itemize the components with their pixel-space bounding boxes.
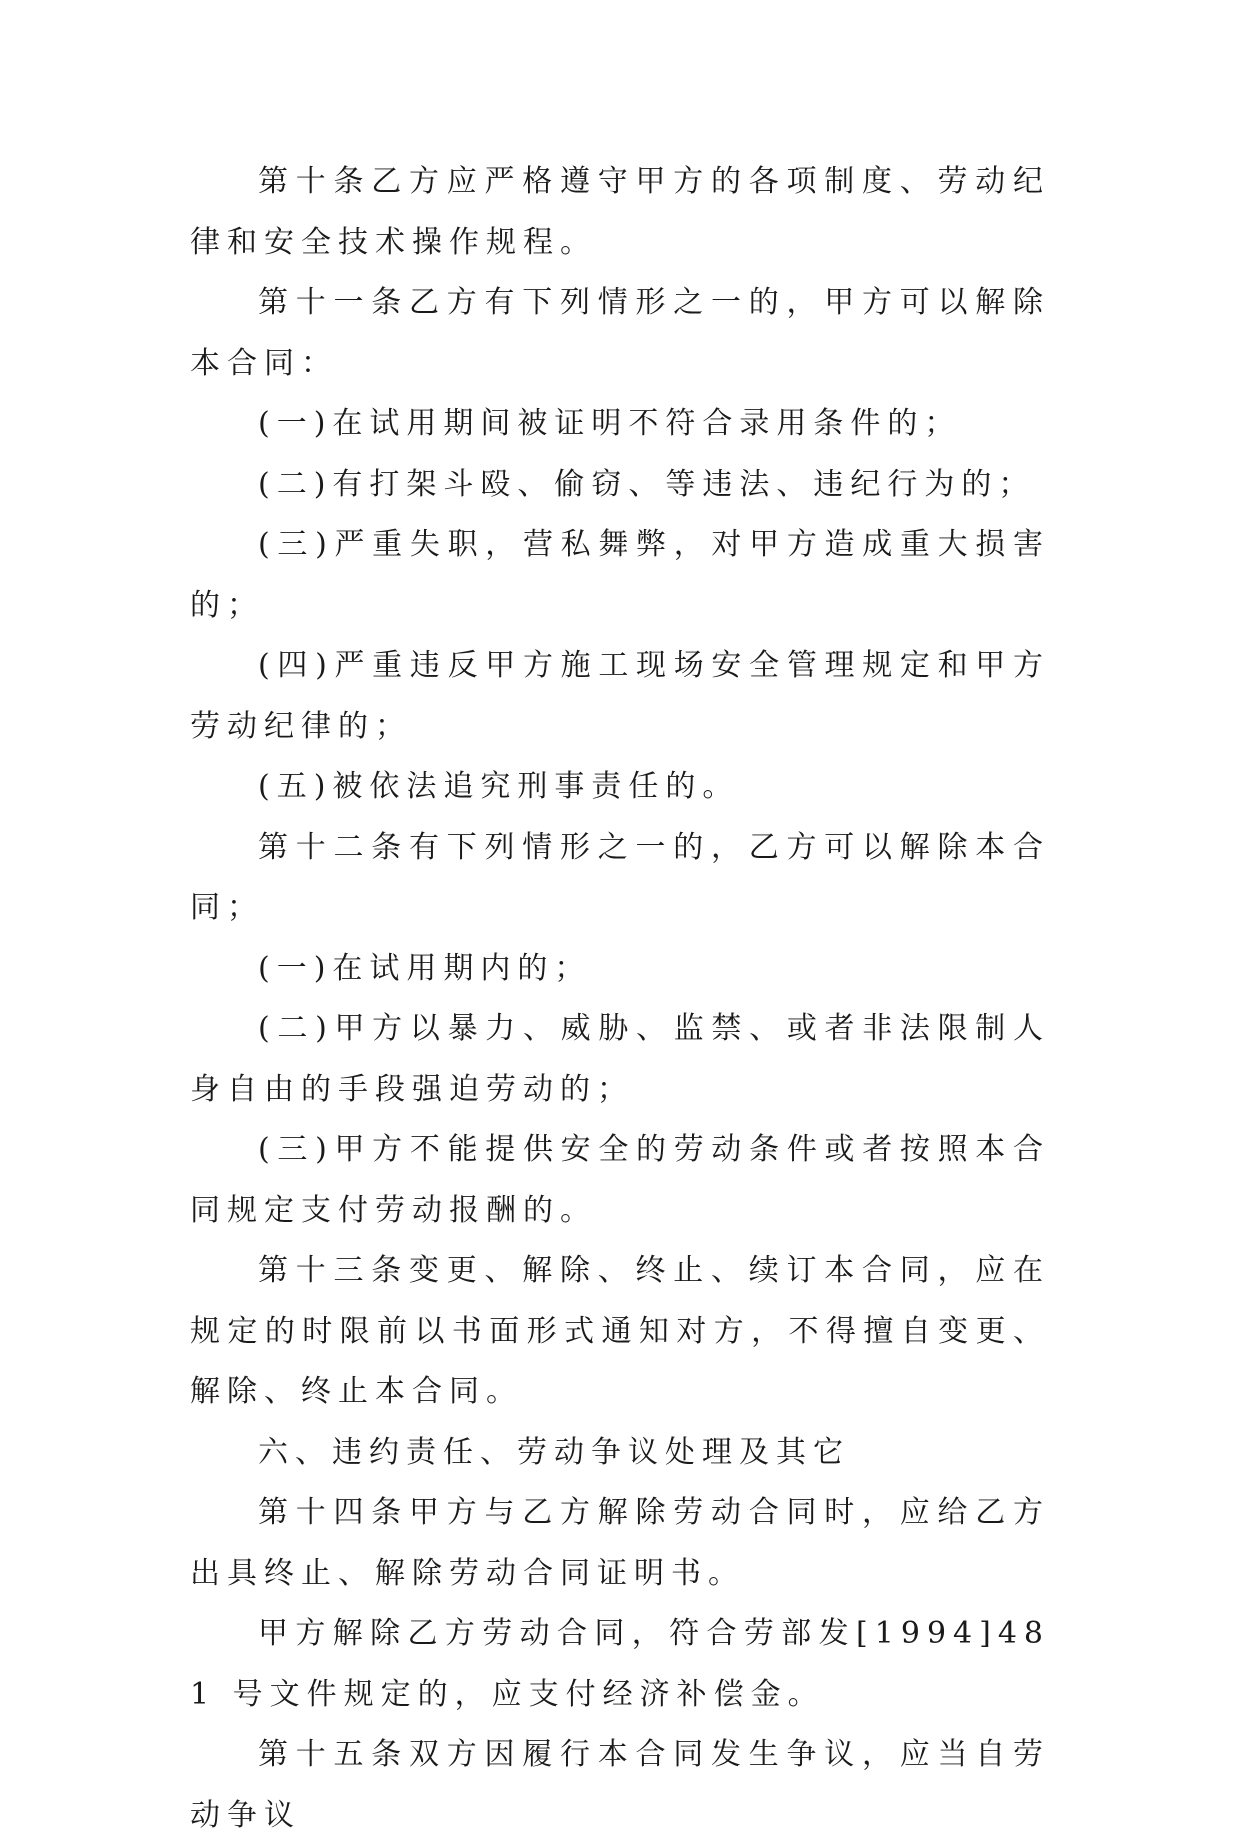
paragraph-article-11: 第十一条乙方有下列情形之一的，甲方可以解除本合同： — [190, 285, 1050, 381]
list-item-11-2: (二)有打架斗殴、偷窃、等违法、违纪行为的； — [258, 466, 1036, 502]
paragraph-article-15: 第十五条双方因履行本合同发生争议，应当自劳动争议 — [190, 1737, 1050, 1833]
paragraph-compensation: 甲方解除乙方劳动合同，符合劳部发[1994]481 号文件规定的，应支付经济补偿金。 — [190, 1616, 1050, 1712]
list-item-11-3: (三)严重失职，营私舞弊，对甲方造成重大损害的； — [190, 527, 1050, 623]
section-heading-6: 六、违约责任、劳动争议处理及其它 — [258, 1434, 850, 1470]
list-item-12-2: (二)甲方以暴力、威胁、监禁、或者非法限制人身自由的手段强迫劳动的； — [190, 1011, 1050, 1107]
paragraph-article-14: 第十四条甲方与乙方解除劳动合同时，应给乙方出具终止、解除劳动合同证明书。 — [190, 1495, 1050, 1591]
list-item-11-1: (一)在试用期间被证明不符合录用条件的； — [258, 406, 962, 441]
list-item-12-3: (三)甲方不能提供安全的劳动条件或者按照本合同规定支付劳动报酬的。 — [190, 1132, 1050, 1228]
paragraph-article-12: 第十二条有下列情形之一的，乙方可以解除本合同； — [190, 829, 1050, 925]
paragraph-article-13: 第十三条变更、解除、终止、续订本合同，应在规定的时限前以书面形式通知对方，不得擅自变更、解除、终止本合同。 — [190, 1253, 1050, 1409]
list-item-12-1: (一)在试用期内的； — [258, 950, 592, 986]
list-item-11-4: (四)严重违反甲方施工现场安全管理规定和甲方劳动纪律的； — [190, 648, 1050, 744]
paragraph-article-10: 第十条乙方应严格遵守甲方的各项制度、劳动纪律和安全技术操作规程。 — [190, 164, 1050, 260]
document-body — [190, 152, 1050, 1846]
list-item-11-5: (五)被依法追究刑事责任的。 — [258, 769, 740, 804]
